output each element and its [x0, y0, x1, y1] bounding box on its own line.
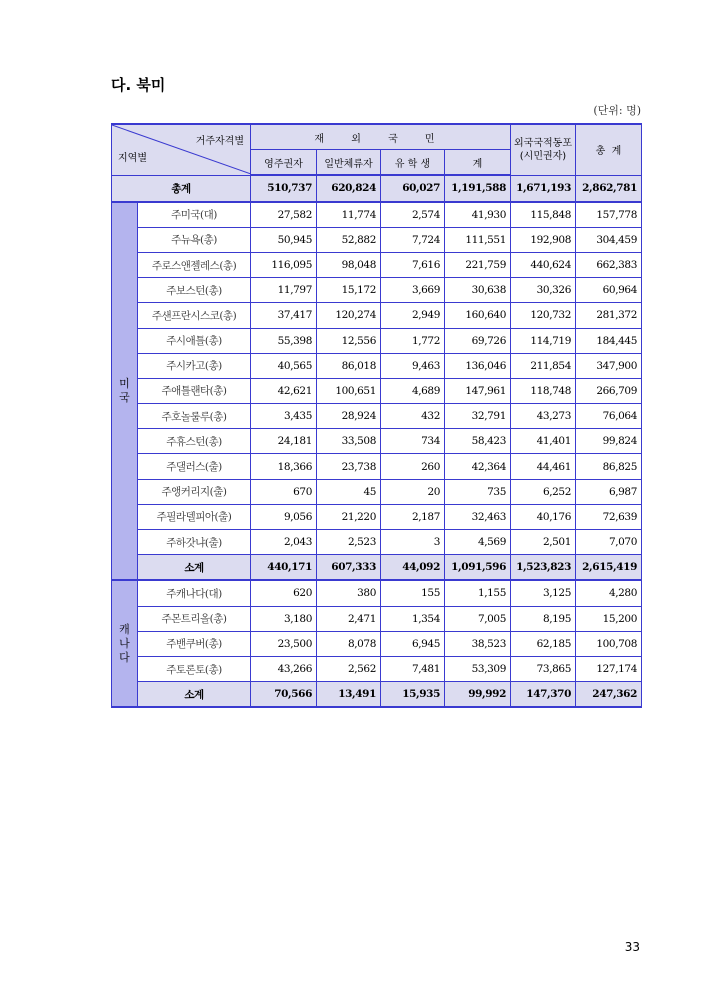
- value-cell: 734: [381, 429, 445, 454]
- value-cell: 9,463: [381, 353, 445, 378]
- value-cell: 6,945: [381, 631, 445, 656]
- header-corner: [112, 124, 251, 175]
- value-cell: 440,624: [511, 252, 576, 277]
- value-cell: 86,018: [317, 353, 381, 378]
- value-cell: 40,176: [511, 504, 576, 529]
- value-cell: 127,174: [576, 656, 642, 681]
- value-cell: 9,056: [251, 504, 317, 529]
- value-cell: 7,070: [576, 530, 642, 555]
- region-char: 캐: [119, 622, 130, 636]
- unit-label: (단위: 명): [593, 104, 641, 117]
- value-cell: 11,797: [251, 278, 317, 303]
- value-cell: 735: [445, 479, 511, 504]
- value-cell: 100,651: [317, 378, 381, 403]
- value-cell: 69,726: [445, 328, 511, 353]
- value-cell: 32,791: [445, 404, 511, 429]
- table-row: [112, 278, 642, 303]
- value-cell: 60,964: [576, 278, 642, 303]
- subtotal-cell: 15,935: [381, 682, 445, 708]
- subtotal-label: 소계: [138, 555, 251, 581]
- value-cell: 45: [317, 479, 381, 504]
- total-cell: 1,191,588: [445, 175, 511, 201]
- value-cell: 114,719: [511, 328, 576, 353]
- value-cell: 8,195: [511, 606, 576, 631]
- table-row: [112, 631, 642, 656]
- value-cell: 120,274: [317, 303, 381, 328]
- value-cell: 380: [317, 580, 381, 606]
- value-cell: 7,481: [381, 656, 445, 681]
- value-cell: 3,180: [251, 606, 317, 631]
- value-cell: 42,621: [251, 378, 317, 403]
- subtotal-cell: 147,370: [511, 682, 576, 708]
- mission-name: 주샌프란시스코(총): [138, 303, 251, 328]
- region-char: 국: [119, 390, 130, 404]
- table-row: [112, 656, 642, 681]
- header-col-permanent: 영주권자: [251, 150, 317, 176]
- subtotal-cell: 440,171: [251, 555, 317, 581]
- value-cell: 281,372: [576, 303, 642, 328]
- subtotal-cell: 13,491: [317, 682, 381, 708]
- value-cell: 147,961: [445, 378, 511, 403]
- header-overseas: [511, 124, 576, 175]
- value-cell: 6,987: [576, 479, 642, 504]
- mission-name: 주몬트리올(총): [138, 606, 251, 631]
- value-cell: 23,500: [251, 631, 317, 656]
- value-cell: 662,383: [576, 252, 642, 277]
- value-cell: 52,882: [317, 227, 381, 252]
- table-row: [112, 252, 642, 277]
- value-cell: 1,772: [381, 328, 445, 353]
- value-cell: 115,848: [511, 202, 576, 228]
- value-cell: 2,043: [251, 530, 317, 555]
- mission-name: 주보스턴(총): [138, 278, 251, 303]
- table-row: [112, 504, 642, 529]
- value-cell: 37,417: [251, 303, 317, 328]
- value-cell: 266,709: [576, 378, 642, 403]
- value-cell: 12,556: [317, 328, 381, 353]
- value-cell: 20: [381, 479, 445, 504]
- total-cell: 620,824: [317, 175, 381, 201]
- table-row: [112, 227, 642, 252]
- table-row: [112, 429, 642, 454]
- value-cell: 41,930: [445, 202, 511, 228]
- mission-name: 주캐나다(대): [138, 580, 251, 606]
- value-cell: 7,616: [381, 252, 445, 277]
- subtotal-cell: 607,333: [317, 555, 381, 581]
- total-cell: 2,862,781: [576, 175, 642, 201]
- region-label: [112, 202, 138, 581]
- value-cell: 157,778: [576, 202, 642, 228]
- value-cell: 2,949: [381, 303, 445, 328]
- value-cell: 2,523: [317, 530, 381, 555]
- value-cell: 76,064: [576, 404, 642, 429]
- subtotal-cell: 44,092: [381, 555, 445, 581]
- value-cell: 211,854: [511, 353, 576, 378]
- mission-name: 주뉴욕(총): [138, 227, 251, 252]
- value-cell: 50,945: [251, 227, 317, 252]
- value-cell: 4,569: [445, 530, 511, 555]
- region-char: 미: [119, 376, 130, 390]
- table-row: [112, 479, 642, 504]
- value-cell: 11,774: [317, 202, 381, 228]
- header-col-student: 유 학 생: [381, 150, 445, 176]
- value-cell: 53,309: [445, 656, 511, 681]
- table-row: [112, 303, 642, 328]
- region-label: [112, 580, 138, 707]
- value-cell: 160,640: [445, 303, 511, 328]
- subtotal-cell: 2,615,419: [576, 555, 642, 581]
- value-cell: 7,005: [445, 606, 511, 631]
- value-cell: 670: [251, 479, 317, 504]
- table-row: [112, 378, 642, 403]
- value-cell: 30,638: [445, 278, 511, 303]
- value-cell: 3,435: [251, 404, 317, 429]
- mission-name: 주앵커리지(출): [138, 479, 251, 504]
- value-cell: 1,354: [381, 606, 445, 631]
- value-cell: 24,181: [251, 429, 317, 454]
- header-corner-top: 거주자격별: [195, 136, 244, 147]
- value-cell: 432: [381, 404, 445, 429]
- value-cell: 23,738: [317, 454, 381, 479]
- value-cell: 42,364: [445, 454, 511, 479]
- value-cell: 86,825: [576, 454, 642, 479]
- value-cell: 40,565: [251, 353, 317, 378]
- value-cell: 73,865: [511, 656, 576, 681]
- table-row: [112, 404, 642, 429]
- value-cell: 6,252: [511, 479, 576, 504]
- total-row: [112, 175, 642, 201]
- value-cell: 304,459: [576, 227, 642, 252]
- value-cell: 184,445: [576, 328, 642, 353]
- value-cell: 18,366: [251, 454, 317, 479]
- value-cell: 2,562: [317, 656, 381, 681]
- value-cell: 4,689: [381, 378, 445, 403]
- value-cell: 118,748: [511, 378, 576, 403]
- mission-name: 주밴쿠버(총): [138, 631, 251, 656]
- mission-name: 주필라델피아(출): [138, 504, 251, 529]
- value-cell: 38,523: [445, 631, 511, 656]
- mission-name: 주미국(대): [138, 202, 251, 228]
- value-cell: 111,551: [445, 227, 511, 252]
- value-cell: 2,501: [511, 530, 576, 555]
- value-cell: 120,732: [511, 303, 576, 328]
- value-cell: 30,326: [511, 278, 576, 303]
- section-title: 다. 북미: [111, 76, 166, 94]
- value-cell: 1,155: [445, 580, 511, 606]
- region-char: 나: [119, 636, 130, 650]
- mission-name: 주댈러스(출): [138, 454, 251, 479]
- mission-name: 주토론토(총): [138, 656, 251, 681]
- value-cell: 116,095: [251, 252, 317, 277]
- total-cell: 1,671,193: [511, 175, 576, 201]
- value-cell: 2,574: [381, 202, 445, 228]
- value-cell: 2,187: [381, 504, 445, 529]
- value-cell: 347,900: [576, 353, 642, 378]
- subtotal-row: [112, 555, 642, 581]
- header-corner-bottom: 지역별: [118, 152, 147, 164]
- value-cell: 33,508: [317, 429, 381, 454]
- total-cell: 60,027: [381, 175, 445, 201]
- table-row: [112, 202, 642, 228]
- total-label: 총계: [112, 175, 251, 201]
- subtotal-cell: 70,566: [251, 682, 317, 708]
- value-cell: 7,724: [381, 227, 445, 252]
- header-group-nationals: 재 외 국 민: [251, 124, 511, 150]
- value-cell: 4,280: [576, 580, 642, 606]
- value-cell: 32,463: [445, 504, 511, 529]
- table-row: [112, 580, 642, 606]
- mission-name: 주애틀랜타(총): [138, 378, 251, 403]
- value-cell: 620: [251, 580, 317, 606]
- total-cell: 510,737: [251, 175, 317, 201]
- value-cell: 15,200: [576, 606, 642, 631]
- value-cell: 72,639: [576, 504, 642, 529]
- value-cell: 43,266: [251, 656, 317, 681]
- value-cell: 260: [381, 454, 445, 479]
- value-cell: 98,048: [317, 252, 381, 277]
- mission-name: 주로스앤젤레스(총): [138, 252, 251, 277]
- header-overseas-line1: 외국국적동포: [514, 137, 572, 149]
- value-cell: 58,423: [445, 429, 511, 454]
- value-cell: 136,046: [445, 353, 511, 378]
- mission-name: 주시카고(총): [138, 353, 251, 378]
- region-char: 다: [119, 650, 130, 664]
- header-col-sum: 계: [445, 150, 511, 176]
- value-cell: 192,908: [511, 227, 576, 252]
- value-cell: 44,461: [511, 454, 576, 479]
- subtotal-label: 소계: [138, 682, 251, 708]
- subtotal-cell: 99,992: [445, 682, 511, 708]
- header-col-general: 일반체류자: [317, 150, 381, 176]
- table-row: [112, 530, 642, 555]
- mission-name: 주호놀룰루(총): [138, 404, 251, 429]
- value-cell: 55,398: [251, 328, 317, 353]
- value-cell: 62,185: [511, 631, 576, 656]
- residents-table: [111, 123, 642, 708]
- value-cell: 8,078: [317, 631, 381, 656]
- mission-name: 주하갓냐(출): [138, 530, 251, 555]
- table-row: [112, 454, 642, 479]
- value-cell: 15,172: [317, 278, 381, 303]
- value-cell: 28,924: [317, 404, 381, 429]
- value-cell: 27,582: [251, 202, 317, 228]
- subtotal-cell: 247,362: [576, 682, 642, 708]
- header-grand-total: 총 계: [576, 124, 642, 175]
- table-row: [112, 353, 642, 378]
- value-cell: 155: [381, 580, 445, 606]
- value-cell: 21,220: [317, 504, 381, 529]
- value-cell: 41,401: [511, 429, 576, 454]
- table-row: [112, 328, 642, 353]
- subtotal-cell: 1,091,596: [445, 555, 511, 581]
- value-cell: 2,471: [317, 606, 381, 631]
- page-number: 33: [624, 940, 640, 954]
- value-cell: 43,273: [511, 404, 576, 429]
- subtotal-cell: 1,523,823: [511, 555, 576, 581]
- table-row: [112, 606, 642, 631]
- value-cell: 100,708: [576, 631, 642, 656]
- mission-name: 주시애틀(총): [138, 328, 251, 353]
- value-cell: 3,669: [381, 278, 445, 303]
- header-overseas-line2: (시민권자): [519, 150, 567, 162]
- value-cell: 3,125: [511, 580, 576, 606]
- value-cell: 99,824: [576, 429, 642, 454]
- mission-name: 주휴스턴(총): [138, 429, 251, 454]
- value-cell: 3: [381, 530, 445, 555]
- value-cell: 221,759: [445, 252, 511, 277]
- subtotal-row: [112, 682, 642, 708]
